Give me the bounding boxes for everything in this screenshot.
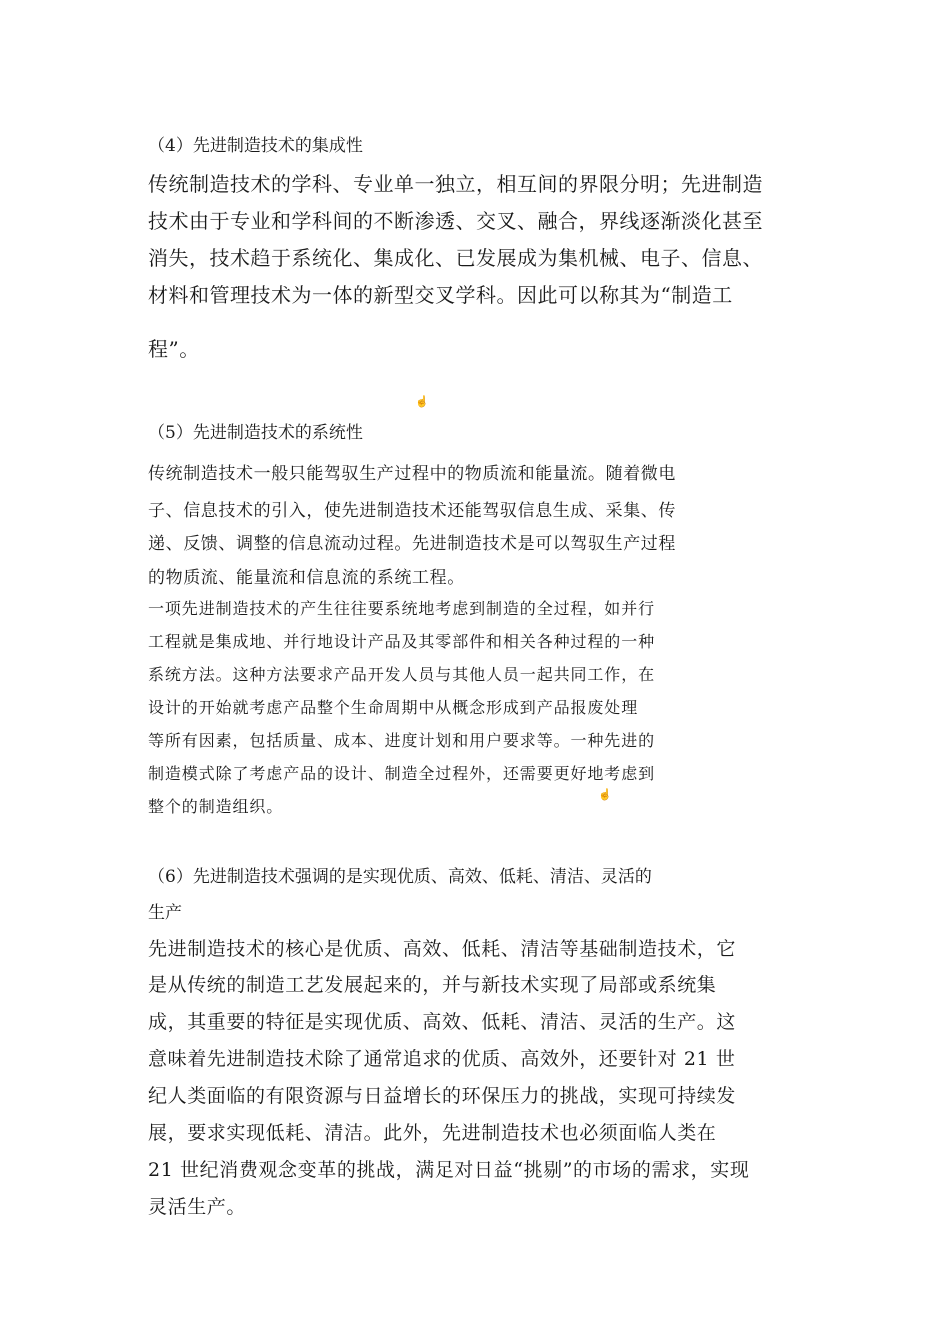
paragraph-line: 材料和管理技术为一体的新型交叉学科。因此可以称其为“制造工 — [148, 283, 733, 307]
paragraph-line: 21 世纪消费观念变革的挑战，满足对日益“挑剔”的市场的需求，实现 — [148, 1159, 750, 1181]
section-4-heading: （4）先进制造技术的集成性 — [148, 136, 363, 156]
paragraph-line: 纪人类面临的有限资源与日益增长的环保压力的挑战，实现可持续发 — [148, 1085, 737, 1107]
paragraph-line: 灵活生产。 — [148, 1196, 247, 1218]
paragraph-line: 传统制造技术的学科、专业单一独立，相互间的界限分明；先进制造 — [148, 172, 763, 196]
paragraph-line: 系统方法。这种方法要求产品开发人员与其他人员一起共同工作，在 — [148, 665, 656, 684]
paragraph-line: 设计的开始就考虑产品整个生命周期中从概念形成到产品报废处理 — [148, 698, 639, 717]
paragraph-line: 展，要求实现低耗、清洁。此外，先进制造技术也必须面临人类在 — [148, 1122, 717, 1144]
paragraph-line: 传统制造技术一般只能驾驭生产过程中的物质流和能量流。随着微电 — [148, 464, 676, 484]
paragraph-line: 递、反馈、调整的信息流动过程。先进制造技术是可以驾驭生产过程 — [148, 534, 676, 554]
paragraph-line: 的物质流、能量流和信息流的系统工程。 — [148, 568, 465, 588]
paragraph-line: 成，其重要的特征是实现优质、高效、低耗、清洁、灵活的生产。这 — [148, 1011, 737, 1033]
paragraph-line: 一项先进制造技术的产生往往要系统地考虑到制造的全过程，如并行 — [148, 599, 656, 618]
paragraph-line: 工程就是集成地、并行地设计产品及其零部件和相关各种过程的一种 — [148, 632, 656, 651]
paragraph-line: 意味着先进制造技术除了通常追求的优质、高效外，还要针对 21 世 — [148, 1048, 736, 1070]
section-5-heading: （5）先进制造技术的系统性 — [148, 423, 363, 443]
paragraph-line: 先进制造技术的核心是优质、高效、低耗、清洁等基础制造技术，它 — [148, 938, 737, 960]
paragraph-line: 程”。 — [148, 337, 200, 361]
hand-cursor-mark-icon: ☝ — [415, 395, 429, 408]
paragraph-line: 等所有因素，包括质量、成本、进度计划和用户要求等。一种先进的 — [148, 731, 656, 750]
paragraph-line: 技术由于专业和学科间的不断渗透、交叉、融合，界线逐渐淡化甚至 — [148, 209, 763, 233]
hand-cursor-mark-icon: ☝ — [598, 788, 612, 801]
paragraph-line: 消失，技术趋于系统化、集成化、已发展成为集机械、电子、信息、 — [148, 246, 763, 270]
section-6-heading: 生产 — [148, 903, 182, 923]
section-6-heading: （6）先进制造技术强调的是实现优质、高效、低耗、清洁、灵活的 — [148, 867, 652, 887]
paragraph-line: 是从传统的制造工艺发展起来的，并与新技术实现了局部或系统集 — [148, 974, 717, 996]
paragraph-line: 整个的制造组织。 — [148, 797, 284, 816]
paragraph-line: 制造模式除了考虑产品的设计、制造全过程外，还需要更好地考虑到 — [148, 764, 656, 783]
paragraph-line: 子、信息技术的引入，使先进制造技术还能驾驭信息生成、采集、传 — [148, 501, 676, 521]
